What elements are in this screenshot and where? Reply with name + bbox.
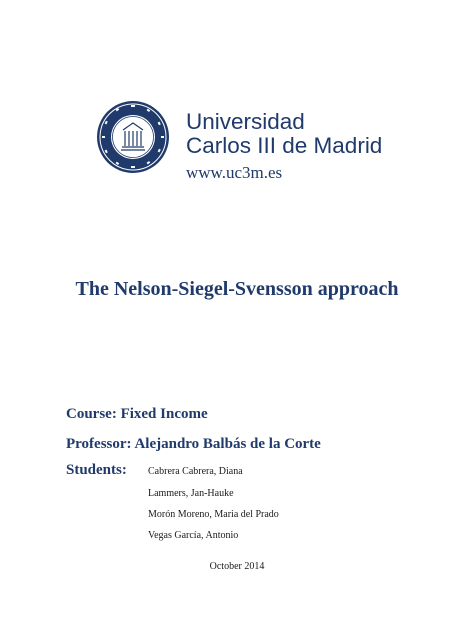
university-url[interactable]: www.uc3m.es — [186, 163, 283, 182]
university-name-block — [186, 110, 382, 184]
student-name: Cabrera Cabrera, Diana — [148, 466, 243, 477]
university-name-line1: Universidad — [186, 109, 305, 134]
student-name: Vegas García, Antonio — [148, 530, 239, 541]
students-label: Students: — [66, 462, 127, 478]
university-name-line2: Carlos III de Madrid — [186, 133, 383, 158]
student-name: Lammers, Jan-Hauke — [148, 488, 234, 499]
university-seal-logo — [96, 100, 170, 174]
document-date: October 2014 — [209, 561, 265, 572]
professor-line: Professor: Alejandro Balbás de la Corte — [66, 436, 321, 452]
student-name: Morón Moreno, Maria del Prado — [148, 509, 279, 520]
course-line: Course: Fixed Income — [66, 406, 208, 422]
document-title: The Nelson-Siegel-Svensson approach — [75, 278, 399, 300]
